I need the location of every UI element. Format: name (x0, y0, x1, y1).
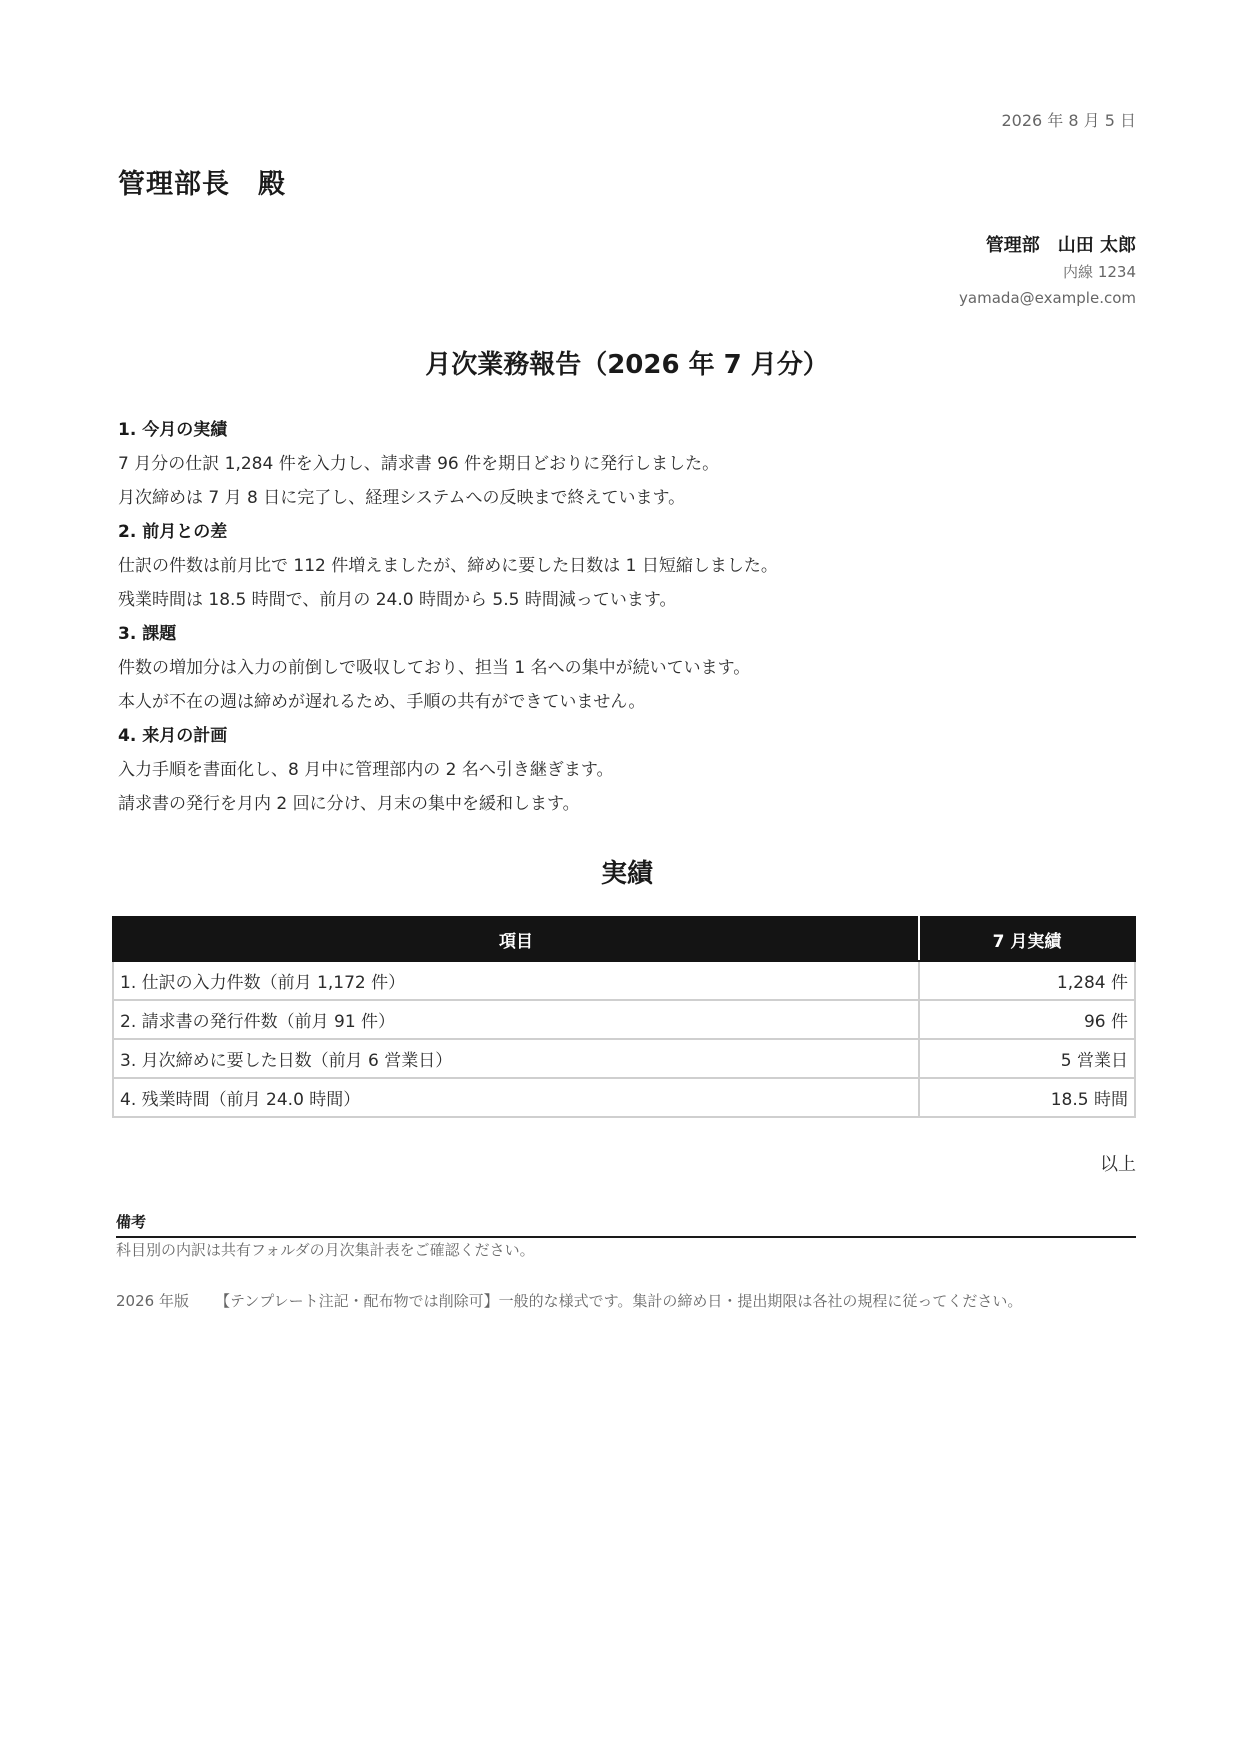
section-line: 残業時間は 18.5 時間で、前月の 24.0 時間から 5.5 時間減っています。 (118, 590, 677, 610)
report-body (118, 413, 1136, 821)
section-line: 本人が不在の週は締めが遅れるため、手順の共有ができていません。 (118, 692, 646, 712)
table-row (113, 1078, 1135, 1117)
section-next-month-plan (118, 719, 1136, 821)
row-item: 1. 仕訳の入力件数（前月 1,172 件） (113, 961, 919, 1000)
results-title: 実績 (600, 859, 653, 889)
notes-block (116, 1210, 1136, 1262)
row-item: 2. 請求書の発行件数（前月 91 件） (113, 1000, 919, 1039)
document-date: 2026 年 8 月 5 日 (1001, 111, 1136, 130)
notes-text: 科目別の内訳は共有フォルダの月次集計表をご確認ください。 (116, 1241, 535, 1259)
table-row (113, 961, 1135, 1000)
column-header-item: 項目 (113, 917, 919, 961)
sender-block (959, 233, 1136, 311)
section-issues (118, 617, 1136, 719)
section-heading: 1. 今月の実績 (118, 420, 228, 440)
results-table (112, 916, 1136, 1118)
row-value: 1,284 件 (919, 961, 1135, 1000)
template-footer (116, 1290, 1022, 1311)
column-header-value: 7 月実績 (919, 917, 1135, 961)
section-heading: 4. 来月の計画 (118, 726, 228, 746)
sender-extension: 内線 1234 (1063, 263, 1136, 281)
sender-email: yamada@example.com (959, 289, 1136, 307)
row-item: 3. 月次締めに要した日数（前月 6 営業日） (113, 1039, 919, 1078)
row-value: 96 件 (919, 1000, 1135, 1039)
table-header-row (113, 917, 1135, 961)
section-line: 件数の増加分は入力の前倒しで吸収しており、担当 1 名への集中が続いています。 (118, 658, 751, 678)
section-line: 仕訳の件数は前月比で 112 件増えましたが、締めに要した日数は 1 日短縮しました。 (118, 556, 778, 576)
section-line: 入力手順を書面化し、8 月中に管理部内の 2 名へ引き継ぎます。 (118, 760, 614, 780)
footer-note: 【テンプレート注記・配布物では削除可】一般的な様式です。集計の締め日・提出期限は各社の規程に従ってください。 (214, 1292, 1023, 1310)
notes-heading: 備考 (116, 1210, 1136, 1238)
section-heading: 3. 課題 (118, 624, 177, 644)
row-value: 5 営業日 (919, 1039, 1135, 1078)
section-current-results (118, 413, 1136, 515)
closing-mark: 以上 (1100, 1154, 1136, 1175)
document-title: 月次業務報告（2026 年 7 月分） (425, 350, 829, 380)
sender-name: 管理部 山田 太郎 (985, 235, 1136, 256)
footer-edition: 2026 年版 (116, 1292, 189, 1310)
table-row (113, 1039, 1135, 1078)
row-value: 18.5 時間 (919, 1078, 1135, 1117)
section-line: 7 月分の仕訳 1,284 件を入力し、請求書 96 件を期日どおりに発行しました。 (118, 454, 720, 474)
row-item: 4. 残業時間（前月 24.0 時間） (113, 1078, 919, 1117)
section-heading: 2. 前月との差 (118, 522, 228, 542)
table-row (113, 1000, 1135, 1039)
section-line: 月次締めは 7 月 8 日に完了し、経理システムへの反映まで終えています。 (118, 488, 686, 508)
section-month-difference (118, 515, 1136, 617)
section-line: 請求書の発行を月内 2 回に分け、月末の集中を緩和します。 (118, 794, 580, 814)
recipient: 管理部長 殿 (118, 169, 286, 200)
